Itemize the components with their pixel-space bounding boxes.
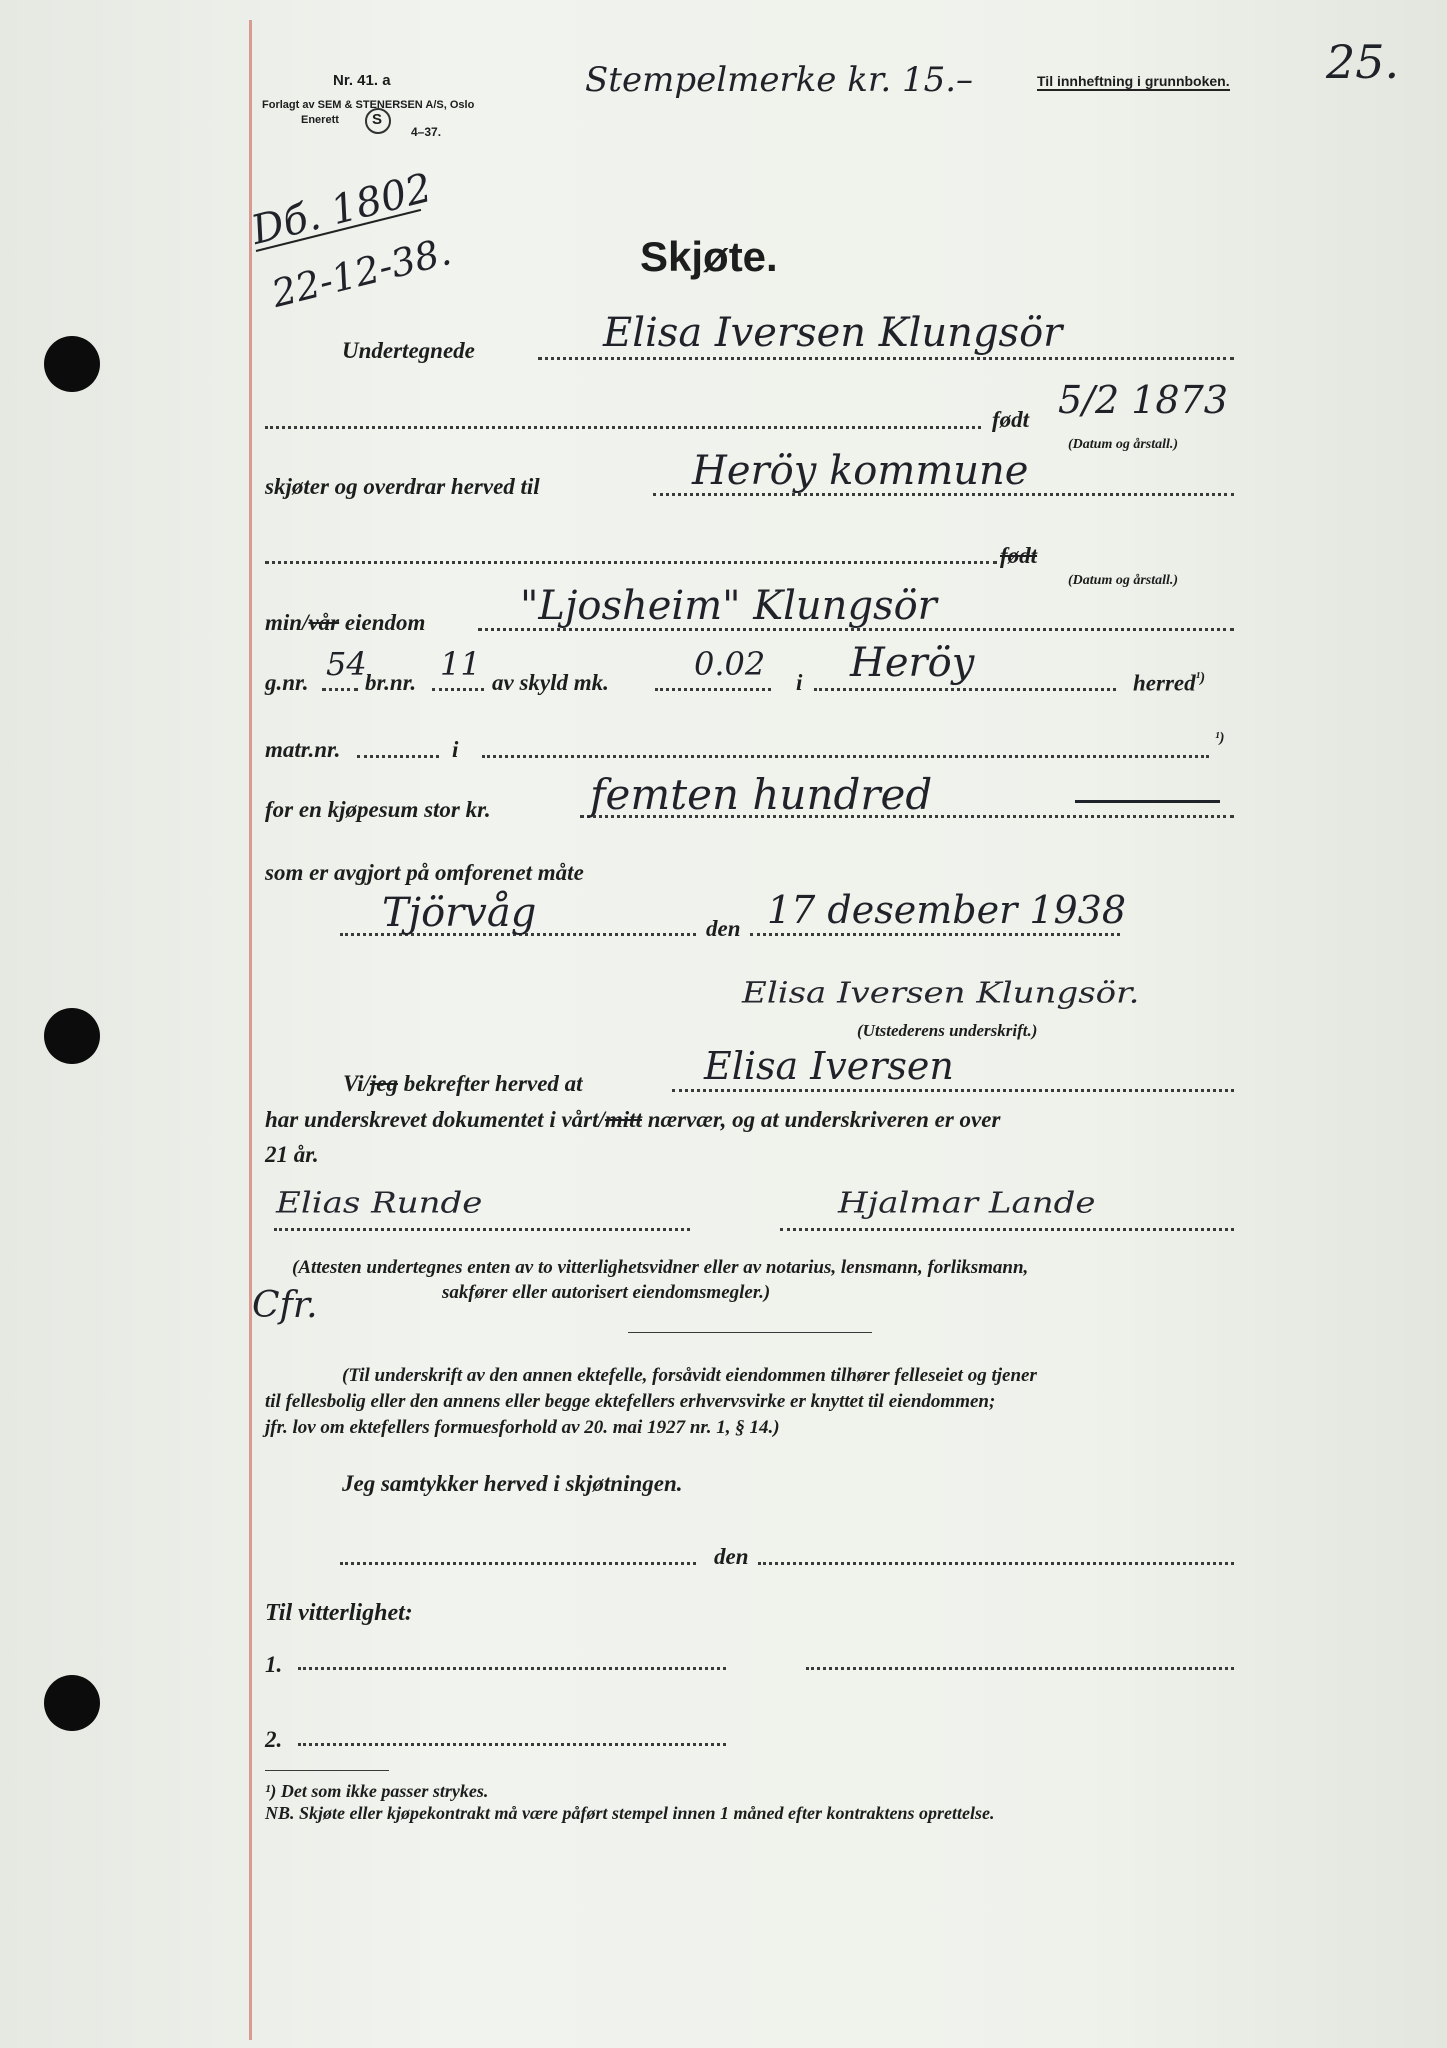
age-line: 21 år. <box>265 1142 319 1167</box>
margin-mark: Cfr. <box>252 1285 318 1326</box>
spouse-den-label: den <box>714 1544 749 1569</box>
brnr-value: 11 <box>440 645 481 683</box>
undersigned-value: Elisa Iversen Klungsör <box>603 310 1063 356</box>
born-label: født <box>992 407 1030 432</box>
signed-line: har underskrevet dokumentet i vårt/mitt nærvær, og at underskriveren er over <box>265 1107 1001 1132</box>
fill-line <box>482 755 1209 758</box>
fill-line <box>655 688 771 691</box>
fill-line <box>758 1562 1234 1565</box>
spouse-note-line3: jfr. lov om ektefellers formuesforhold av 20. mai 1927 nr. 1, § 14.) <box>265 1417 780 1438</box>
fill-line <box>265 426 981 429</box>
vitterlighet-line1-number: 1. <box>265 1652 283 1677</box>
registration-number: Dб. 1802 <box>246 164 437 254</box>
confirm-value: Elisa Iversen <box>704 1044 954 1088</box>
document-title: Skjøte. <box>640 233 778 280</box>
property-label: min/vår eiendom <box>265 610 426 635</box>
punch-hole <box>44 1008 100 1064</box>
consent-text: Jeg samtykker herved i skjøtningen. <box>342 1471 683 1496</box>
publisher-logo: S <box>365 108 391 134</box>
spouse-note-line2: til fellesbolig eller den annens eller begge ektefellers erhvervsvirke er knyttet til eiendommen; <box>265 1391 996 1412</box>
matr-i-label: i <box>452 737 459 762</box>
divider <box>628 1332 872 1333</box>
date-value: 17 desember 1938 <box>767 888 1127 932</box>
issuer-caption: (Utstederens underskrift.) <box>857 1021 1038 1040</box>
i-label: i <box>796 670 803 695</box>
municipality-value: Heröy <box>850 640 975 686</box>
born-value: 5/2 1873 <box>1058 378 1228 422</box>
skyld-label: av skyld mk. <box>492 670 609 695</box>
spouse-note-line1: (Til underskrift av den annen ektefelle, forsåvidt eiendommen tilhører felleseiet og tjener <box>342 1365 1037 1386</box>
brnr-label: br.nr. <box>365 670 417 695</box>
fill-line <box>265 561 997 564</box>
stamp-note: Stempelmerke kr. 15.– <box>585 60 974 100</box>
fill-line <box>298 1743 726 1746</box>
publisher-line: Forlagt av SEM & STENERSEN A/S, Oslo <box>262 99 475 111</box>
transfer-value: Heröy kommune <box>692 448 1029 494</box>
punch-hole <box>44 336 100 392</box>
fill-line <box>806 1667 1234 1670</box>
publisher-date: 4–37. <box>411 125 442 139</box>
undersigned-label: Undertegnede <box>342 338 475 363</box>
footnote-mark: ¹) <box>1215 730 1225 746</box>
den-label: den <box>706 916 741 941</box>
date-year-note: (Datum og årstall.) <box>1068 437 1179 452</box>
fill-line <box>340 1562 696 1565</box>
footnote-1: ¹) Det som ikke passer strykes. <box>265 1781 489 1801</box>
place-value: Tjörvåg <box>382 890 537 936</box>
form-number: Nr. 41. a <box>333 72 391 89</box>
fill-line <box>357 755 439 758</box>
vitterlighet-line2-number: 2. <box>265 1727 283 1752</box>
witness1-signature: Elias Runde <box>276 1186 483 1220</box>
transfer-label: skjøter og overdrar herved til <box>265 474 540 499</box>
gnr-label: g.nr. <box>265 670 309 695</box>
fill-line <box>322 688 358 691</box>
fill-line <box>538 357 1234 360</box>
fill-line <box>750 933 1120 936</box>
confirm-label: Vi/jeg bekrefter herved at <box>343 1071 583 1096</box>
registration-date: 22-12-38. <box>267 229 456 316</box>
price-value: femten hundred <box>590 770 933 819</box>
matr-label: matr.nr. <box>265 737 341 762</box>
property-value: "Ljosheim" Klungsör <box>520 583 937 629</box>
fill-line <box>672 1089 1234 1092</box>
skyld-value: 0.02 <box>694 645 766 683</box>
attest-note-line2: sakfører eller autorisert eiendomsmegler.) <box>442 1282 771 1303</box>
herred-label: herred$^{^1)}$ <box>1133 670 1206 696</box>
witness2-signature: Hjalmar Lande <box>838 1186 1096 1220</box>
binding-note: Til innheftning i grunnboken. <box>1037 73 1230 89</box>
footnote-divider <box>265 1770 389 1771</box>
issuer-signature: Elisa Iversen Klungsör. <box>742 976 1140 1010</box>
page-number: 25. <box>1326 35 1400 89</box>
footnote-nb: NB. Skjøte eller kjøpekontrakt må være påført stempel innen 1 måned efter kontraktens oprettelse. <box>265 1803 995 1823</box>
fill-line <box>432 688 484 691</box>
publisher-enerett: Enerett <box>301 114 339 126</box>
price-dash <box>1075 800 1220 803</box>
born-label-struck: født <box>1000 543 1038 568</box>
fill-line <box>298 1667 726 1670</box>
witness2-line <box>780 1228 1234 1231</box>
date-year-note-2: (Datum og årstall.) <box>1068 573 1179 588</box>
margin-rule <box>249 20 252 2040</box>
fill-line <box>814 688 1116 691</box>
agreed-label: som er avgjort på omforenet måte <box>265 860 584 885</box>
vitterlighet-heading: Til vitterlighet: <box>265 1600 413 1626</box>
attest-note-line1: (Attesten undertegnes enten av to vitterlighetsvidner eller av notarius, lensmann, forliksmann, <box>292 1257 1029 1278</box>
gnr-value: 54 <box>326 645 367 683</box>
witness1-line <box>274 1228 690 1231</box>
punch-hole <box>44 1675 100 1731</box>
price-label: for en kjøpesum stor kr. <box>265 797 491 822</box>
